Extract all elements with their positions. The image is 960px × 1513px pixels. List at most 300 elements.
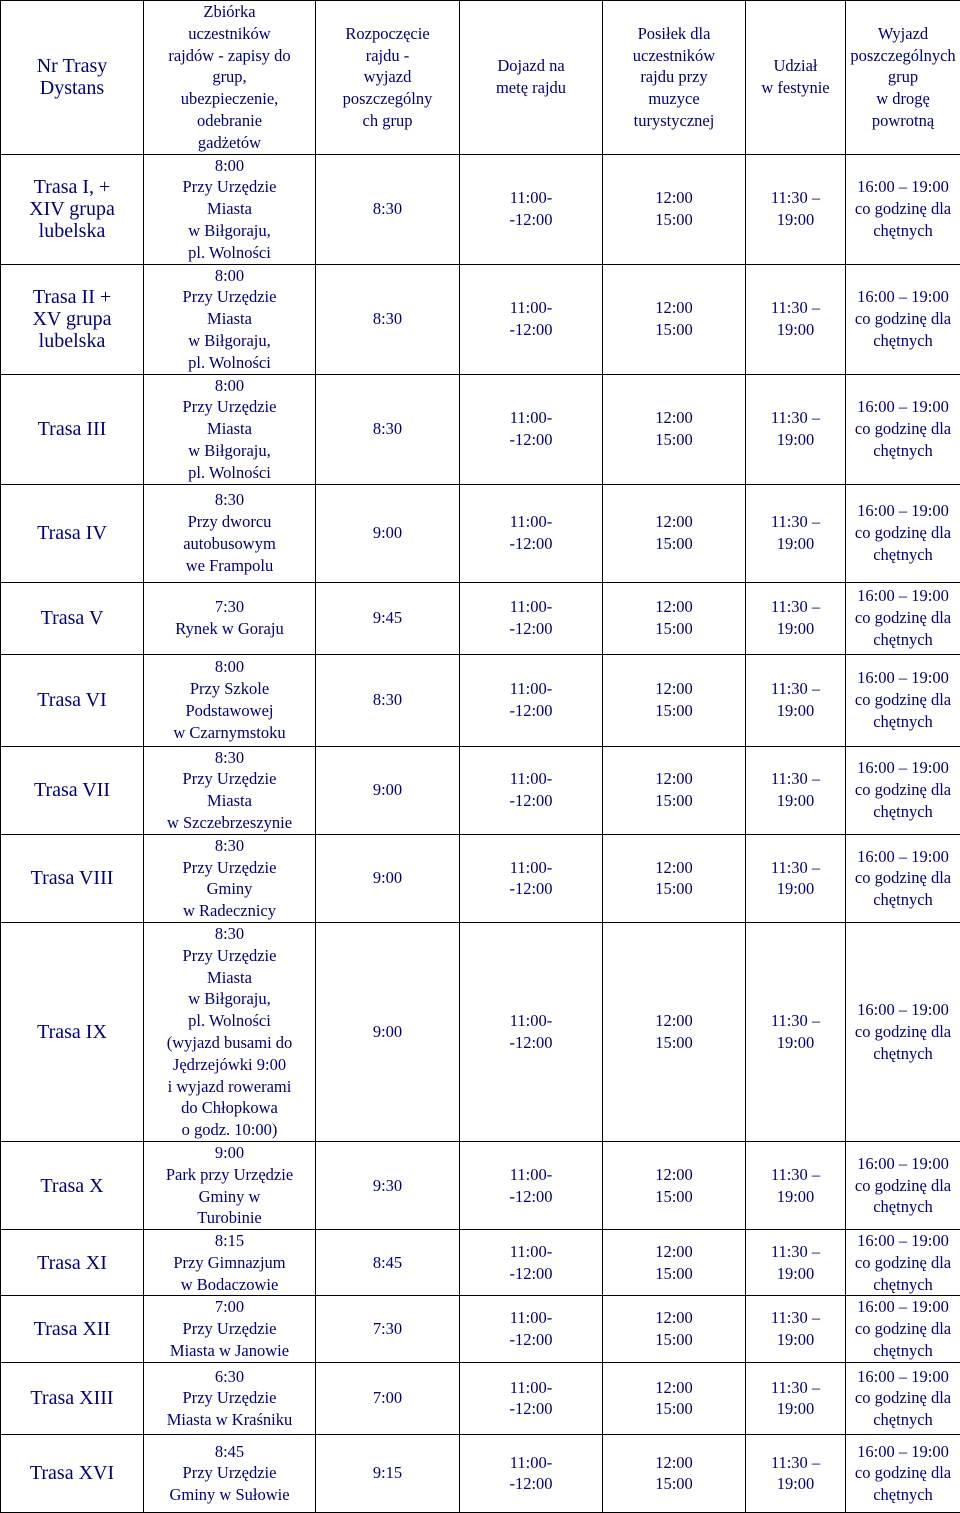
meal-cell xyxy=(603,374,746,484)
text-line: 19:00 xyxy=(748,209,843,231)
text-line: -12:00 xyxy=(462,618,600,640)
text-line: 11:00- xyxy=(462,297,600,319)
text-line: Park przy Urzędzie xyxy=(146,1164,313,1186)
festival-cell xyxy=(746,834,846,922)
text-line: 16:00 – 19:00 xyxy=(848,846,958,868)
text-line: 15:00 xyxy=(605,1329,743,1351)
start-cell xyxy=(316,264,460,374)
festival-cell xyxy=(746,264,846,374)
text-line: powrotną xyxy=(848,110,958,132)
text-line: 19:00 xyxy=(748,319,843,341)
text-line: co godzinę dla xyxy=(848,689,958,711)
meal-cell xyxy=(603,484,746,582)
arrival-cell xyxy=(460,1296,603,1362)
arrival-cell xyxy=(460,834,603,922)
text-line: 11:00- xyxy=(462,187,600,209)
text-line: 12:00 xyxy=(605,596,743,618)
meal-cell xyxy=(603,922,746,1141)
start-cell xyxy=(316,922,460,1141)
route-cell xyxy=(1,834,144,922)
text-line: Zbiórka xyxy=(146,1,313,23)
route-cell xyxy=(1,1230,144,1296)
text-line: 9:00 xyxy=(318,1021,457,1043)
table-row xyxy=(1,154,960,264)
text-line: 19:00 xyxy=(748,1329,843,1351)
meal-cell xyxy=(603,264,746,374)
text-line: 12:00 xyxy=(605,297,743,319)
text-line: 11:00- xyxy=(462,1452,600,1474)
text-line: -12:00 xyxy=(462,700,600,722)
text-line: 11:30 – xyxy=(748,1377,843,1399)
text-line: Trasa VI xyxy=(3,689,141,711)
text-line: 11:30 – xyxy=(748,857,843,879)
text-line: 19:00 xyxy=(748,1263,843,1285)
return-cell xyxy=(846,1362,960,1434)
gathering-cell xyxy=(144,582,316,654)
meal-cell xyxy=(603,582,746,654)
start-cell xyxy=(316,746,460,834)
start-cell xyxy=(316,154,460,264)
text-line: -12:00 xyxy=(462,533,600,555)
meal-cell xyxy=(603,154,746,264)
return-cell xyxy=(846,834,960,922)
text-line: -12:00 xyxy=(462,429,600,451)
text-line: Przy dworcu xyxy=(146,511,313,533)
text-line: Rozpoczęcie xyxy=(318,23,457,45)
text-line: uczestników xyxy=(146,23,313,45)
start-cell xyxy=(316,582,460,654)
text-line: chętnych xyxy=(848,711,958,733)
text-line: chętnych xyxy=(848,220,958,242)
text-line: -12:00 xyxy=(462,209,600,231)
text-line: 11:30 – xyxy=(748,1010,843,1032)
text-line: 19:00 xyxy=(748,700,843,722)
text-line: 8:00 xyxy=(146,656,313,678)
table-row xyxy=(1,374,960,484)
table-row xyxy=(1,746,960,834)
return-cell xyxy=(846,154,960,264)
text-line: co godzinę dla xyxy=(848,308,958,330)
text-line: 15:00 xyxy=(605,209,743,231)
text-line: 12:00 xyxy=(605,1241,743,1263)
return-cell xyxy=(846,374,960,484)
text-line: Przy Gimnazjum xyxy=(146,1252,313,1274)
start-cell xyxy=(316,1296,460,1362)
text-line: 9:30 xyxy=(318,1175,457,1197)
text-line: 11:30 – xyxy=(748,407,843,429)
festival-cell xyxy=(746,1362,846,1434)
text-line: w Biłgoraju, xyxy=(146,330,313,352)
meal-header xyxy=(603,1,746,155)
text-line: 16:00 – 19:00 xyxy=(848,1230,958,1252)
gathering-cell xyxy=(144,484,316,582)
text-line: Podstawowej xyxy=(146,700,313,722)
text-line: 11:30 – xyxy=(748,768,843,790)
text-line: Trasa VIII xyxy=(3,867,141,889)
text-line: 8:45 xyxy=(146,1441,313,1463)
text-line: pl. Wolności xyxy=(146,462,313,484)
text-line: rajdów - zapisy do xyxy=(146,45,313,67)
text-line: poszczególnych xyxy=(848,45,958,67)
text-line: 15:00 xyxy=(605,1398,743,1420)
text-line: Wyjazd xyxy=(848,23,958,45)
arrival-cell xyxy=(460,1362,603,1434)
arrival-cell xyxy=(460,264,603,374)
text-line: 19:00 xyxy=(748,429,843,451)
table-row xyxy=(1,1434,960,1512)
text-line: Trasa II + xyxy=(3,286,141,308)
text-line: 15:00 xyxy=(605,1473,743,1495)
text-line: 19:00 xyxy=(748,533,843,555)
arrival-cell xyxy=(460,746,603,834)
text-line: do Chłopkowa xyxy=(146,1097,313,1119)
text-line: gadżetów xyxy=(146,132,313,154)
start-cell xyxy=(316,1230,460,1296)
text-line: Trasa XII xyxy=(3,1318,141,1340)
text-line: 8:30 xyxy=(318,418,457,440)
text-line: Trasa XI xyxy=(3,1252,141,1274)
text-line: co godzinę dla xyxy=(848,1462,958,1484)
route-cell xyxy=(1,1296,144,1362)
text-line: Przy Urzędzie xyxy=(146,396,313,418)
text-line: 9:45 xyxy=(318,607,457,629)
route-cell xyxy=(1,1141,144,1229)
text-line: co godzinę dla xyxy=(848,1021,958,1043)
text-line: lubelska xyxy=(3,330,141,352)
text-line: Miasta xyxy=(146,308,313,330)
gathering-cell xyxy=(144,1434,316,1512)
text-line: 9:00 xyxy=(318,779,457,801)
return-header xyxy=(846,1,960,155)
text-line: Jędrzejówki 9:00 xyxy=(146,1054,313,1076)
return-cell xyxy=(846,1434,960,1512)
gathering-cell xyxy=(144,746,316,834)
text-line: w Radecznicy xyxy=(146,900,313,922)
text-line: chętnych xyxy=(848,1043,958,1065)
text-line: 9:00 xyxy=(318,867,457,889)
text-line: autobusowym xyxy=(146,533,313,555)
text-line: Trasa IX xyxy=(3,1021,141,1043)
arrival-cell xyxy=(460,1141,603,1229)
festival-header xyxy=(746,1,846,155)
gathering-cell xyxy=(144,654,316,746)
text-line: Przy Urzędzie xyxy=(146,176,313,198)
text-line: w drogę xyxy=(848,88,958,110)
text-line: 19:00 xyxy=(748,790,843,812)
start-cell xyxy=(316,654,460,746)
text-line: pl. Wolności xyxy=(146,1010,313,1032)
start-cell xyxy=(316,484,460,582)
arrival-cell xyxy=(460,484,603,582)
text-line: w Biłgoraju, xyxy=(146,988,313,1010)
text-line: 11:00- xyxy=(462,1377,600,1399)
text-line: 11:30 – xyxy=(748,297,843,319)
text-line: 15:00 xyxy=(605,1263,743,1285)
table-row xyxy=(1,264,960,374)
text-line: Trasa XVI xyxy=(3,1462,141,1484)
text-line: co godzinę dla xyxy=(848,867,958,889)
text-line: grup xyxy=(848,66,958,88)
text-line: chętnych xyxy=(848,1196,958,1218)
start-cell xyxy=(316,834,460,922)
text-line: poszczególny xyxy=(318,88,457,110)
text-line: muzyce xyxy=(605,88,743,110)
text-line: 11:30 – xyxy=(748,678,843,700)
text-line: 16:00 – 19:00 xyxy=(848,1296,958,1318)
text-line: o godz. 10:00) xyxy=(146,1119,313,1141)
text-line: w Bodaczowie xyxy=(146,1274,313,1296)
festival-cell xyxy=(746,746,846,834)
meal-cell xyxy=(603,1434,746,1512)
text-line: 6:30 xyxy=(146,1366,313,1388)
festival-cell xyxy=(746,484,846,582)
text-line: Trasa XIII xyxy=(3,1387,141,1409)
text-line: 19:00 xyxy=(748,878,843,900)
meal-cell xyxy=(603,1296,746,1362)
text-line: 16:00 – 19:00 xyxy=(848,1441,958,1463)
text-line: co godzinę dla xyxy=(848,779,958,801)
text-line: 15:00 xyxy=(605,429,743,451)
text-line: rajdu - xyxy=(318,45,457,67)
arrival-cell xyxy=(460,374,603,484)
gathering-cell xyxy=(144,834,316,922)
table-row xyxy=(1,654,960,746)
text-line: chętnych xyxy=(848,544,958,566)
text-line: 16:00 – 19:00 xyxy=(848,667,958,689)
gathering-header xyxy=(144,1,316,155)
text-line: 15:00 xyxy=(605,1032,743,1054)
arrival-header xyxy=(460,1,603,155)
text-line: Miasta w Kraśniku xyxy=(146,1409,313,1431)
table-body xyxy=(1,154,960,1512)
text-line: 12:00 xyxy=(605,1164,743,1186)
text-line: pl. Wolności xyxy=(146,352,313,374)
text-line: 15:00 xyxy=(605,700,743,722)
text-line: Nr Trasy xyxy=(3,55,141,77)
return-cell xyxy=(846,484,960,582)
route-cell xyxy=(1,154,144,264)
start-header xyxy=(316,1,460,155)
text-line: Turobinie xyxy=(146,1207,313,1229)
text-line: co godzinę dla xyxy=(848,1252,958,1274)
route-cell xyxy=(1,374,144,484)
text-line: 16:00 – 19:00 xyxy=(848,757,958,779)
text-line: chętnych xyxy=(848,1484,958,1506)
text-line: 12:00 xyxy=(605,1377,743,1399)
text-line: Miasta xyxy=(146,418,313,440)
table-row xyxy=(1,1362,960,1434)
text-line: w Biłgoraju, xyxy=(146,220,313,242)
return-cell xyxy=(846,1141,960,1229)
arrival-cell xyxy=(460,582,603,654)
text-line: ubezpieczenie, xyxy=(146,88,313,110)
arrival-cell xyxy=(460,1230,603,1296)
text-line: Rynek w Goraju xyxy=(146,618,313,640)
text-line: co godzinę dla xyxy=(848,1318,958,1340)
text-line: 7:00 xyxy=(318,1387,457,1409)
text-line: 8:30 xyxy=(146,835,313,857)
text-line: Gminy w xyxy=(146,1186,313,1208)
text-line: -12:00 xyxy=(462,1473,600,1495)
route-header xyxy=(1,1,144,155)
text-line: 16:00 – 19:00 xyxy=(848,999,958,1021)
text-line: 19:00 xyxy=(748,1186,843,1208)
festival-cell xyxy=(746,1434,846,1512)
text-line: 15:00 xyxy=(605,790,743,812)
text-line: Przy Urzędzie xyxy=(146,857,313,879)
text-line: 8:30 xyxy=(318,689,457,711)
text-line: 8:00 xyxy=(146,375,313,397)
text-line: chętnych xyxy=(848,1274,958,1296)
text-line: 8:15 xyxy=(146,1230,313,1252)
text-line: grup, xyxy=(146,66,313,88)
arrival-cell xyxy=(460,654,603,746)
text-line: chętnych xyxy=(848,1340,958,1362)
text-line: chętnych xyxy=(848,629,958,651)
text-line: Trasa I, + xyxy=(3,176,141,198)
gathering-cell xyxy=(144,1296,316,1362)
text-line: 11:00- xyxy=(462,1241,600,1263)
text-line: co godzinę dla xyxy=(848,607,958,629)
return-cell xyxy=(846,1296,960,1362)
text-line: 19:00 xyxy=(748,618,843,640)
text-line: 12:00 xyxy=(605,407,743,429)
gathering-cell xyxy=(144,1362,316,1434)
text-line: pl. Wolności xyxy=(146,242,313,264)
text-line: 16:00 – 19:00 xyxy=(848,286,958,308)
text-line: 19:00 xyxy=(748,1473,843,1495)
text-line: Trasa IV xyxy=(3,522,141,544)
text-line: uczestników xyxy=(605,45,743,67)
text-line: 15:00 xyxy=(605,533,743,555)
meal-cell xyxy=(603,1230,746,1296)
text-line: w Biłgoraju, xyxy=(146,440,313,462)
text-line: 16:00 – 19:00 xyxy=(848,1366,958,1388)
text-line: chętnych xyxy=(848,1409,958,1431)
text-line: Gminy xyxy=(146,878,313,900)
text-line: chętnych xyxy=(848,440,958,462)
route-cell xyxy=(1,582,144,654)
return-cell xyxy=(846,746,960,834)
meal-cell xyxy=(603,746,746,834)
table-row xyxy=(1,922,960,1141)
text-line: 9:00 xyxy=(318,522,457,544)
text-line: 11:00- xyxy=(462,407,600,429)
text-line: XIV grupa xyxy=(3,198,141,220)
text-line: 12:00 xyxy=(605,768,743,790)
festival-cell xyxy=(746,654,846,746)
text-line: Miasta xyxy=(146,967,313,989)
text-line: Przy Urzędzie xyxy=(146,286,313,308)
text-line: -12:00 xyxy=(462,1329,600,1351)
text-line: i wyjazd rowerami xyxy=(146,1076,313,1098)
text-line: 12:00 xyxy=(605,511,743,533)
text-line: Przy Urzędzie xyxy=(146,768,313,790)
text-line: co godzinę dla xyxy=(848,1175,958,1197)
meal-cell xyxy=(603,1362,746,1434)
text-line: Posiłek dla xyxy=(605,23,743,45)
festival-cell xyxy=(746,922,846,1141)
text-line: (wyjazd busami do xyxy=(146,1032,313,1054)
start-cell xyxy=(316,374,460,484)
text-line: 19:00 xyxy=(748,1398,843,1420)
meal-cell xyxy=(603,654,746,746)
text-line: Udział xyxy=(748,55,843,77)
text-line: 11:30 – xyxy=(748,1241,843,1263)
text-line: 11:00- xyxy=(462,596,600,618)
return-cell xyxy=(846,922,960,1141)
text-line: 12:00 xyxy=(605,1010,743,1032)
text-line: 12:00 xyxy=(605,678,743,700)
text-line: 12:00 xyxy=(605,187,743,209)
text-line: Trasa V xyxy=(3,607,141,629)
text-line: 19:00 xyxy=(748,1032,843,1054)
return-cell xyxy=(846,1230,960,1296)
table-row xyxy=(1,1230,960,1296)
text-line: 11:30 – xyxy=(748,596,843,618)
text-line: -12:00 xyxy=(462,878,600,900)
text-line: 11:30 – xyxy=(748,1307,843,1329)
text-line: co godzinę dla xyxy=(848,198,958,220)
text-line: Dojazd na xyxy=(462,55,600,77)
text-line: 12:00 xyxy=(605,1307,743,1329)
arrival-cell xyxy=(460,1434,603,1512)
table-row xyxy=(1,834,960,922)
table-row xyxy=(1,582,960,654)
text-line: Miasta w Janowie xyxy=(146,1340,313,1362)
gathering-cell xyxy=(144,922,316,1141)
festival-cell xyxy=(746,154,846,264)
text-line: Trasa VII xyxy=(3,779,141,801)
text-line: 11:30 – xyxy=(748,511,843,533)
text-line: Przy Urzędzie xyxy=(146,945,313,967)
text-line: 8:30 xyxy=(146,747,313,769)
text-line: 11:30 – xyxy=(748,1164,843,1186)
festival-cell xyxy=(746,582,846,654)
text-line: we Frampolu xyxy=(146,555,313,577)
text-line: -12:00 xyxy=(462,790,600,812)
text-line: chętnych xyxy=(848,330,958,352)
festival-cell xyxy=(746,374,846,484)
return-cell xyxy=(846,264,960,374)
text-line: 8:00 xyxy=(146,265,313,287)
route-cell xyxy=(1,654,144,746)
text-line: XV grupa xyxy=(3,308,141,330)
text-line: 15:00 xyxy=(605,1186,743,1208)
festival-cell xyxy=(746,1230,846,1296)
text-line: Miasta xyxy=(146,790,313,812)
text-line: 8:30 xyxy=(318,198,457,220)
text-line: 7:30 xyxy=(146,596,313,618)
text-line: -12:00 xyxy=(462,1186,600,1208)
route-cell xyxy=(1,484,144,582)
text-line: 16:00 – 19:00 xyxy=(848,585,958,607)
text-line: Przy Szkole xyxy=(146,678,313,700)
text-line: chętnych xyxy=(848,889,958,911)
arrival-cell xyxy=(460,922,603,1141)
return-cell xyxy=(846,582,960,654)
text-line: 11:00- xyxy=(462,1307,600,1329)
gathering-cell xyxy=(144,1141,316,1229)
gathering-cell xyxy=(144,1230,316,1296)
return-cell xyxy=(846,654,960,746)
text-line: wyjazd xyxy=(318,66,457,88)
gathering-cell xyxy=(144,264,316,374)
text-line: 11:00- xyxy=(462,678,600,700)
text-line: Przy Urzędzie xyxy=(146,1462,313,1484)
text-line: 7:30 xyxy=(318,1318,457,1340)
text-line: 16:00 – 19:00 xyxy=(848,396,958,418)
